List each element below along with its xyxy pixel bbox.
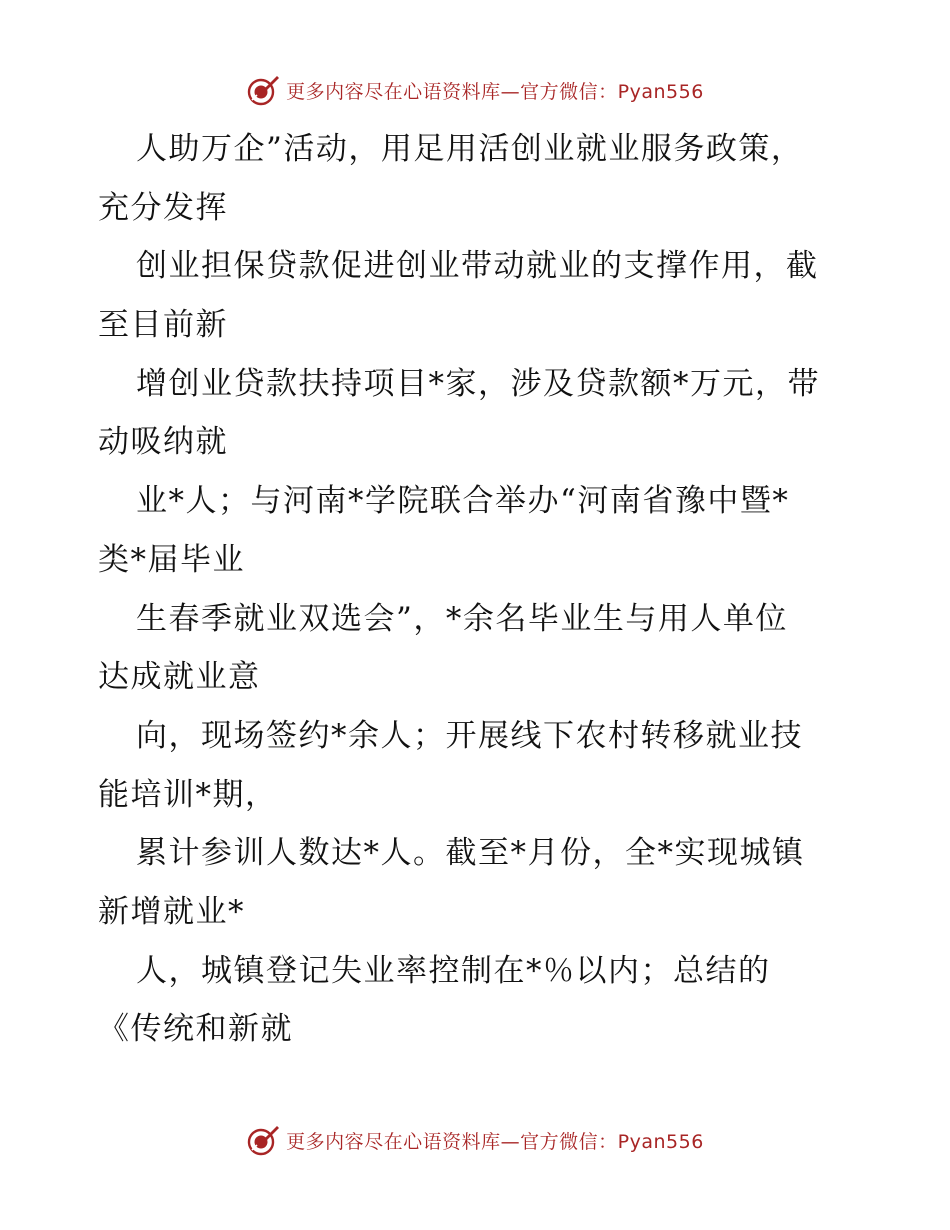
body-line: 新增就业* [98, 893, 245, 930]
document-body [98, 120, 858, 1059]
body-line: 业*人；与河南*学院联合举办“河南省豫中暨* [136, 483, 790, 520]
body-line: 累计参训人数达*人。截至*月份，全*实现城镇 [136, 835, 805, 872]
header-banner [0, 70, 950, 110]
body-line: 达成就业意 [98, 659, 261, 696]
body-line: 生春季就业双选会”，*余名毕业生与用人单位 [136, 600, 788, 637]
body-line: 增创业贷款扶持项目*家，涉及贷款额*万元，带 [136, 365, 820, 402]
pen-logo-icon [246, 73, 280, 107]
body-line: 类*届毕业 [98, 541, 245, 578]
body-line: 充分发挥 [98, 189, 228, 226]
footer-banner-text: 更多内容尽在心语资料库—官方微信：Pyan556 [286, 1130, 704, 1153]
body-line: 至目前新 [98, 307, 228, 344]
header-banner-inner [246, 73, 704, 107]
body-line: 能培训*期， [98, 776, 278, 813]
body-line: 人助万企”活动，用足用活创业就业服务政策， [136, 131, 804, 167]
pen-logo-icon [246, 1123, 280, 1157]
body-line: 动吸纳就 [98, 424, 228, 461]
footer-banner [0, 1120, 950, 1160]
body-line: 创业担保贷款促进创业带动就业的支撑作用，截 [136, 248, 819, 285]
body-line: 人，城镇登记失业率控制在*％以内；总结的 [136, 952, 771, 989]
header-banner-text: 更多内容尽在心语资料库—官方微信：Pyan556 [286, 80, 704, 103]
body-line: 《传统和新就 [98, 1011, 293, 1048]
footer-banner-inner [246, 1123, 704, 1157]
body-line: 向，现场签约*余人；开展线下农村转移就业技 [136, 717, 803, 754]
